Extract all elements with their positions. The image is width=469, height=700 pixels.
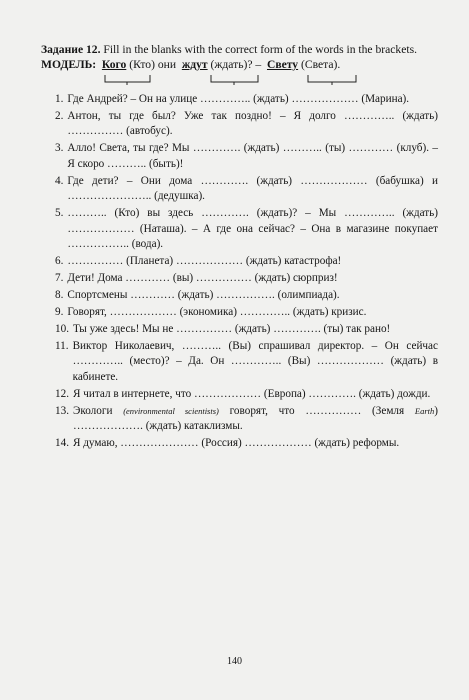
list-item: 4. Где дети? – Они дома …………. (ждать) ……………… (бабушка) и ………………….. (дедушка). xyxy=(55,174,438,203)
model-answer-2: ждут xyxy=(181,58,208,71)
model-hint-2: (ждать)? – xyxy=(210,58,262,71)
model-example xyxy=(41,57,451,72)
list-item: 11. Виктор Николаевич, ……….. (Вы) спрашивал директор. – Он сейчас ………….. (место)? – Да. Он ………….. (Вы) ……………… (ждать) в кабинете. xyxy=(55,340,438,383)
list-item: 1. Где Андрей? – Он на улице ………….. (ждать) ……………… (Марина). xyxy=(55,93,410,105)
exercise-list xyxy=(55,92,438,453)
task-title: Задание 12. xyxy=(41,43,101,56)
list-item: 8. Спортсмены ………… (ждать) ……………. (олимпиада). xyxy=(55,289,340,302)
list-item: 13. Экологи (environmental scientists) говорят, что …………… (Земля Earth) ………………. (ждать) катаклизмы. xyxy=(55,404,439,433)
model-hint-1: (Кто) они xyxy=(129,58,177,71)
list-item: 6. …………… (Планета) ……………… (ждать) катастрофа! xyxy=(55,255,342,268)
list-item: 9. Говорят, ……………… (экономика) ………….. (ждать) кризис. xyxy=(55,306,367,319)
model-label: МОДЕЛЬ: xyxy=(41,58,97,71)
english-gloss: Earth xyxy=(414,405,435,416)
task-header xyxy=(41,42,441,57)
list-item: 14. Я думаю, ………………… (Россия) ……………… (ждать) реформы. xyxy=(55,437,400,450)
list-item: 5. ……….. (Кто) вы здесь …………. (ждать)? – Мы ………….. (ждать) ……………… (Наташа). – А где она сейчас? – Она в магазине покупает …………….. (вода). xyxy=(55,207,438,251)
list-item: 7. Дети! Дома ………… (вы) …………… (ждать) сюрприз! xyxy=(55,272,338,285)
model-answer-3: Свету xyxy=(266,58,299,71)
page-number: 140 xyxy=(227,656,242,667)
model-hint-3: (Света). xyxy=(301,58,341,71)
model-answer-1: Кого xyxy=(101,58,127,71)
list-item: 12. Я читал в интернете, что ……………… (Европа) …………. (ждать) дожди. xyxy=(55,387,431,400)
model-link-brackets xyxy=(0,74,469,90)
task-instruction: Fill in the blanks with the correct form of the words in the brackets. xyxy=(103,43,417,56)
list-item: 2. Антон, ты где был? Уже так поздно! – Я долго ………….. (ждать) …………… (автобус). xyxy=(55,110,438,138)
list-item: 10. Ты уже здесь! Мы не …………… (ждать) …………. (ты) так рано! xyxy=(55,323,391,336)
list-item: 3. Алло! Света, ты где? Мы …………. (ждать) ……….. (ты) ………… (клуб). – Я скоро ……….. (быть)! xyxy=(55,142,438,170)
english-gloss: (environmental scientists) xyxy=(123,405,219,416)
